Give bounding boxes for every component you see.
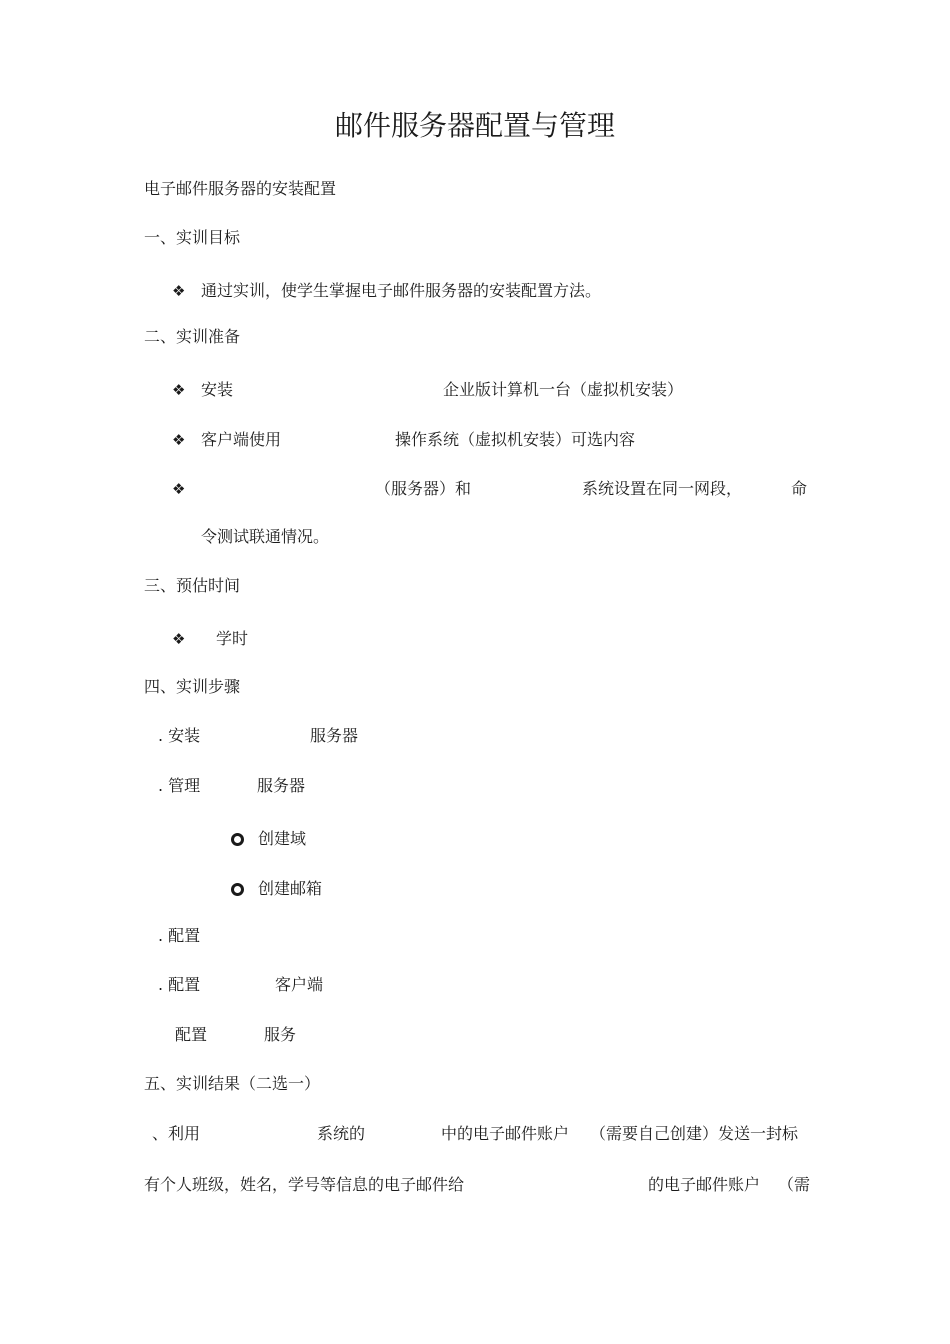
step-3: . 配置 — [158, 926, 201, 945]
section-heading-goals: 一、实训目标 — [144, 228, 241, 247]
sub-step-create-mailbox: 创建邮箱 — [258, 879, 323, 898]
result-line-2-c: （需 — [778, 1175, 811, 1194]
diamond-bullet-icon: ❖ — [172, 431, 186, 449]
diamond-bullet-icon: ❖ — [172, 480, 186, 498]
section-heading-results: 五、实训结果（二选一） — [144, 1074, 321, 1093]
page-title: 邮件服务器配置与管理 — [334, 109, 615, 142]
prep-item-1-a: 安装 — [201, 380, 234, 399]
step-5-b: 服务 — [264, 1025, 297, 1044]
sub-step-create-domain: 创建域 — [258, 829, 307, 848]
step-1-b: 服务器 — [310, 726, 359, 745]
ring-bullet-icon — [231, 883, 244, 896]
section-heading-time: 三、预估时间 — [144, 576, 241, 595]
prep-item-2-b: 操作系统（虚拟机安装）可选内容 — [395, 430, 636, 449]
prep-item-1-b: 企业版计算机一台（虚拟机安装） — [443, 380, 684, 399]
prep-item-3-b: 系统设置在同一网段， — [582, 479, 743, 498]
result-line-1-c: 中的电子邮件账户 — [441, 1124, 570, 1143]
diamond-bullet-icon: ❖ — [172, 630, 186, 648]
step-4-a: . 配置 — [158, 975, 201, 994]
result-line-1-b: 系统的 — [317, 1124, 366, 1143]
result-line-2-a: 有个人班级，姓名，学号等信息的电子邮件给 — [144, 1175, 465, 1194]
result-line-1-a: 、利用 — [152, 1124, 201, 1143]
diamond-bullet-icon: ❖ — [172, 282, 186, 300]
step-1-a: . 安装 — [158, 726, 201, 745]
step-5-a: 配置 — [175, 1025, 208, 1044]
prep-item-3-d: 令测试联通情况。 — [201, 527, 330, 546]
prep-item-3-c: 命 — [791, 479, 808, 498]
goal-item: 通过实训，使学生掌握电子邮件服务器的安装配置方法。 — [201, 281, 602, 300]
step-2-b: 服务器 — [257, 776, 306, 795]
time-item: 学时 — [216, 629, 249, 648]
ring-bullet-icon — [231, 833, 244, 846]
prep-item-3-a: （服务器）和 — [375, 479, 472, 498]
section-heading-prep: 二、实训准备 — [144, 327, 241, 346]
prep-item-2-a: 客户端使用 — [201, 430, 282, 449]
diamond-bullet-icon: ❖ — [172, 381, 186, 399]
step-4-b: 客户端 — [275, 975, 324, 994]
step-2-a: . 管理 — [158, 776, 201, 795]
section-heading-steps: 四、实训步骤 — [144, 677, 241, 696]
result-line-2-b: 的电子邮件账户 — [648, 1175, 761, 1194]
result-line-1-d: （需要自己创建）发送一封标 — [590, 1124, 799, 1143]
subtitle: 电子邮件服务器的安装配置 — [144, 179, 337, 198]
